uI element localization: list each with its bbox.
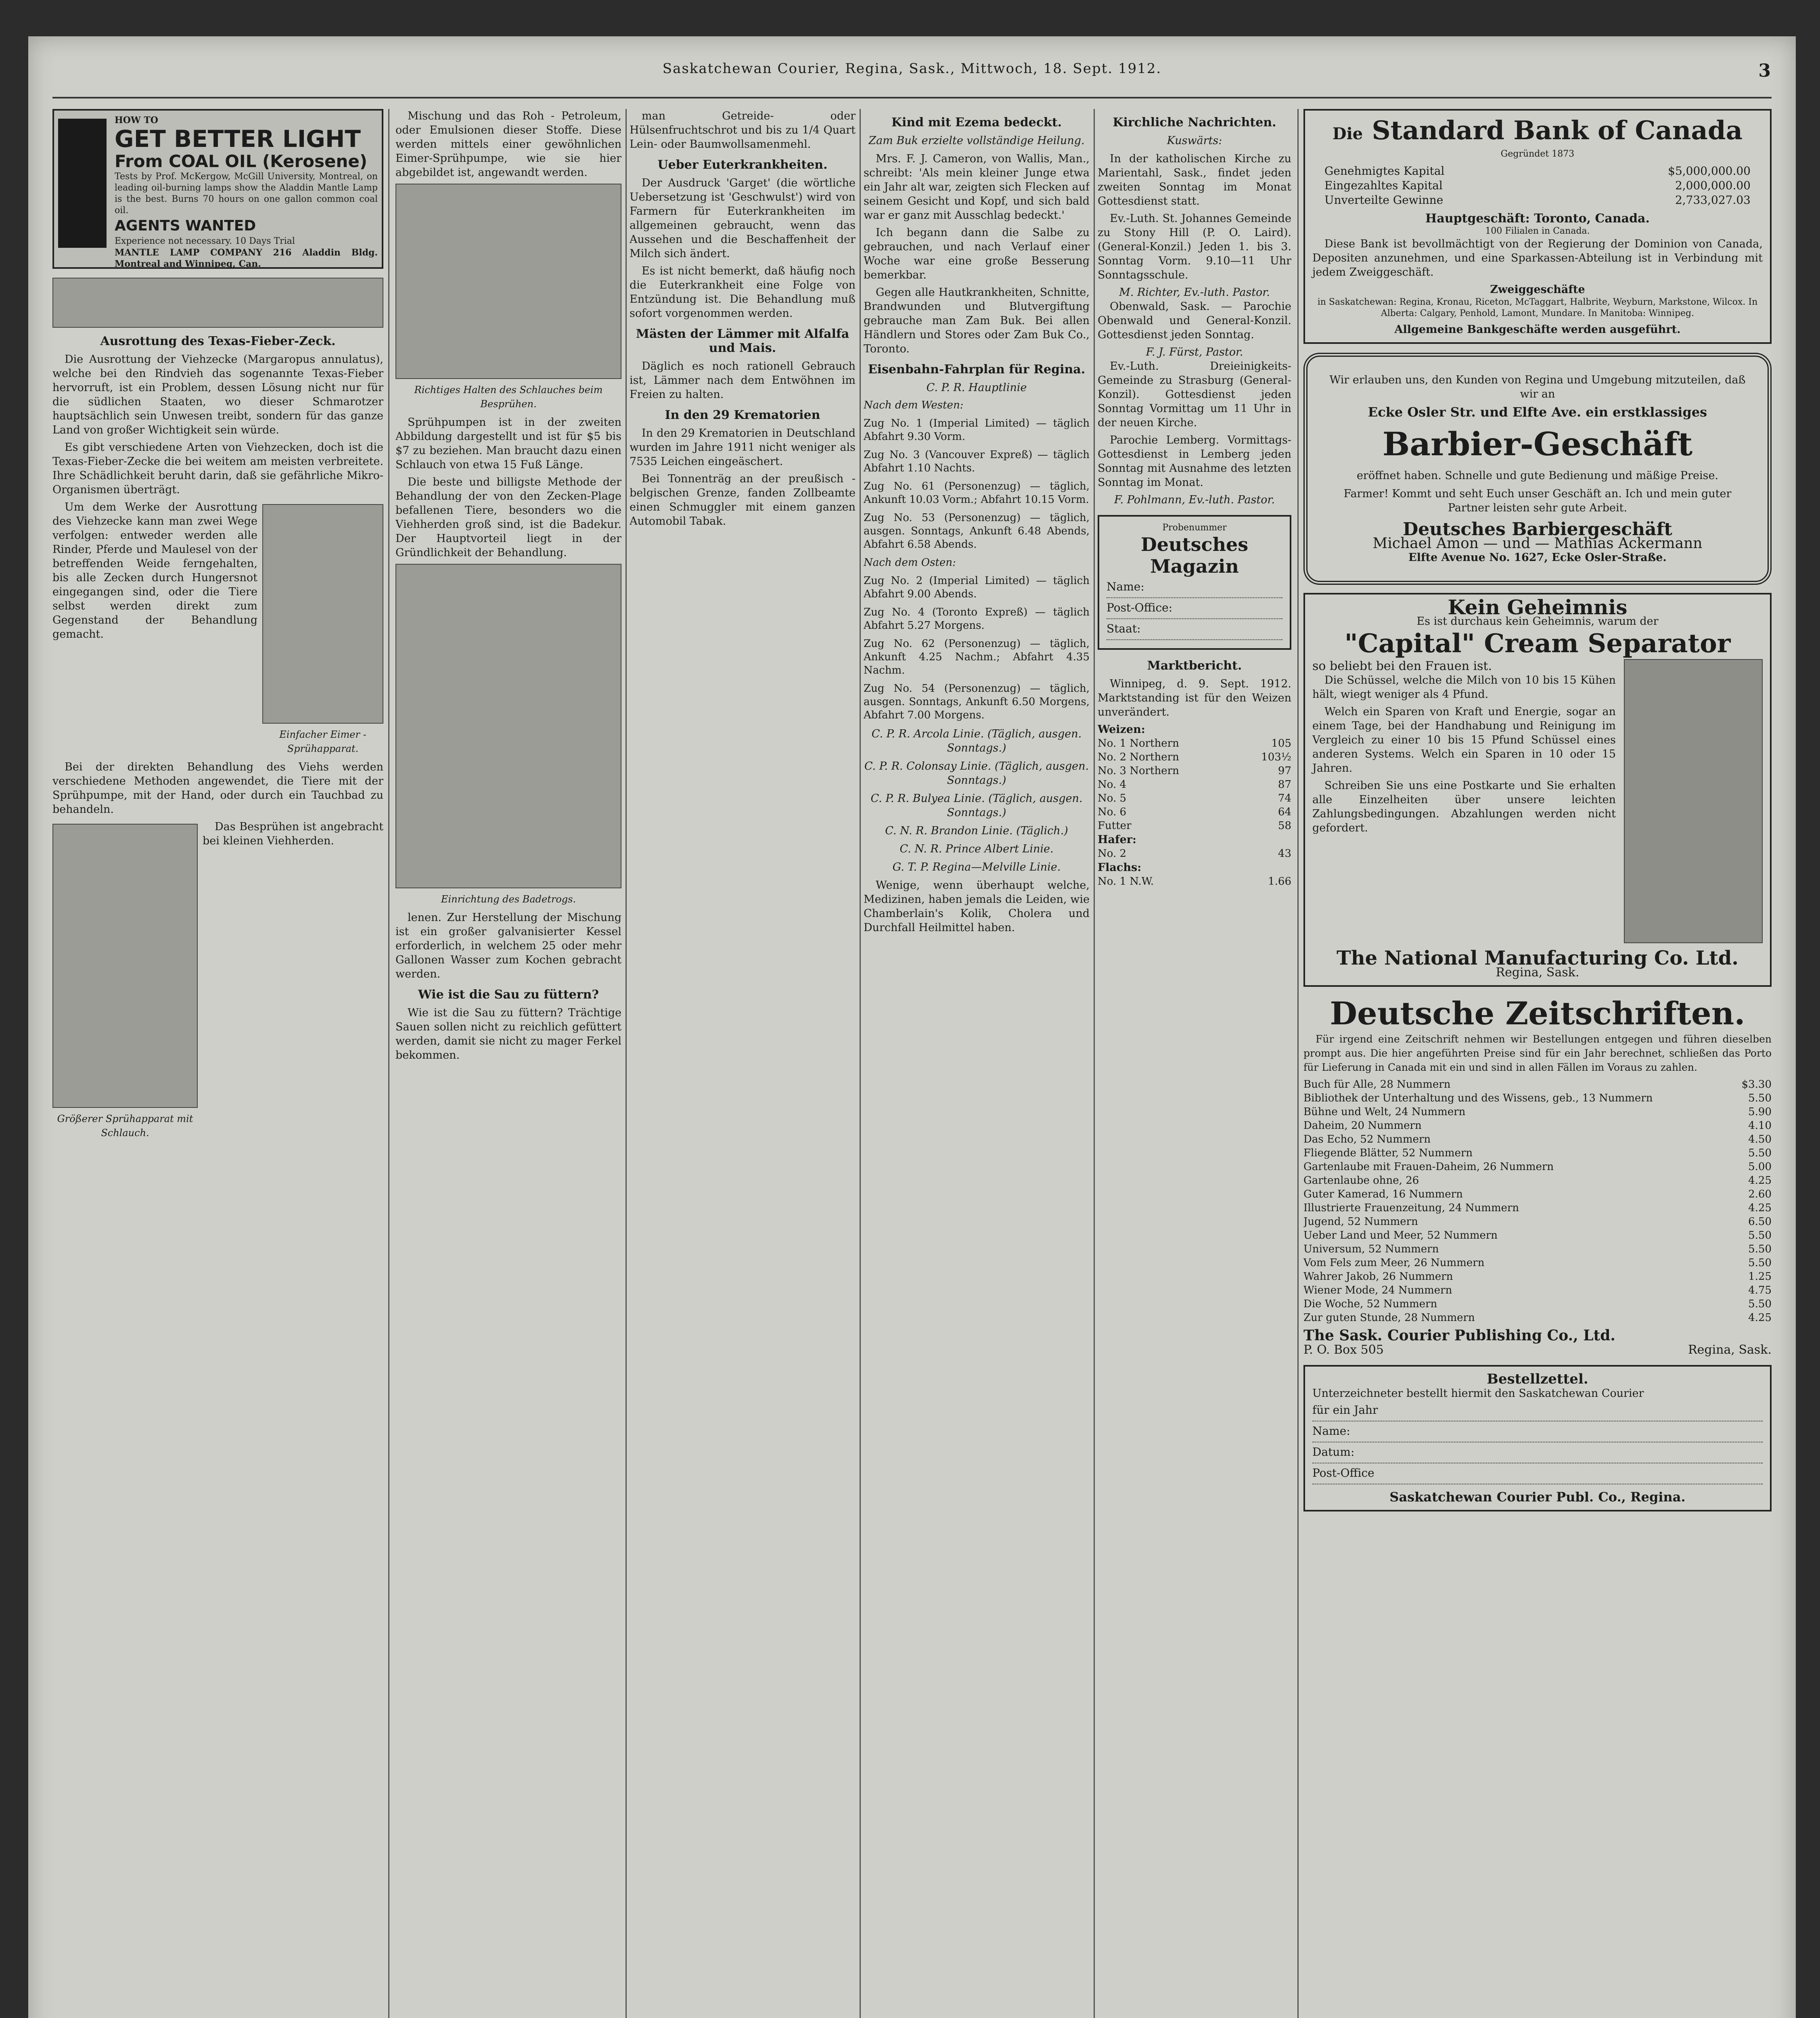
cow-spraying-illustration — [395, 184, 621, 379]
grain-row-label: Futter — [1098, 820, 1132, 832]
grain-row-value: 43 — [1278, 848, 1291, 860]
article-paragraph: Es ist nicht bemerkt, daß häufig noch die Euterkrankheit eine Folge von Entzündung ist. Die Behandlung muß sofort vorgenommen werden. — [630, 265, 856, 320]
lamp-advertisement — [52, 109, 383, 269]
market-paragraph: Winnipeg, d. 9. Sept. 1912. Marktstanding ist für den Weizen unverändert. — [1098, 678, 1291, 718]
separator-paragraph: Welch ein Sparen von Kraft und Energie, sogar an einem Tage, bei der Handhabung und Reinigung im Vergleich zu einer 10 bis 15 Pfund Schüssel eines anderen Systems. Welch ein Sparen in 10 oder 15 Jahren. — [1312, 705, 1616, 775]
periodical-row-value: $3.30 — [1741, 1078, 1772, 1091]
periodical-row-label: Die Woche, 52 Nummern — [1303, 1298, 1437, 1310]
periodical-row-label: Ueber Land und Meer, 52 Nummern — [1303, 1229, 1498, 1241]
coupon-field[interactable]: Staat: — [1107, 622, 1282, 640]
lamp-illustration — [58, 119, 107, 248]
farmer-sprayer-illustration — [262, 504, 383, 724]
timetable-subtitle: C. P. R. Hauptlinie — [926, 381, 1027, 394]
article-paragraph: Die Ausrottung der Viehzecke (Margaropus annulatus), welche bei den Rindvieh das sogenannte Texas-Fieber hervorruft, ist ein Problem, dessen Lösung nicht nur für die südlichen Staaten, wo dieser Schmarotzer hauptsächlich sein Unwesen treibt, sondern für das ganze Land von großer Wichtigkeit sein würde. — [52, 353, 383, 436]
order-field-name[interactable]: Name: — [1312, 1424, 1763, 1442]
separator-tagline: so beliebt bei den Frauen ist. — [1312, 659, 1492, 673]
figure-caption: Richtiges Halten des Schlauches beim Besprühen. — [414, 384, 603, 410]
column-3 — [630, 109, 856, 2018]
column-1 — [52, 109, 383, 2018]
barber-owners: Michael Amon — und — Mathias Ackermann — [1372, 535, 1703, 552]
periodical-row-value: 4.10 — [1748, 1120, 1772, 1132]
barber-address: Ecke Osler Str. und Elfte Ave. ein erstklassiges — [1368, 404, 1707, 420]
masthead-text: Saskatchewan Courier, Regina, Sask., Mittwoch, 18. Sept. 1912. — [662, 61, 1162, 77]
bank-row-label: Eingezahltes Kapital — [1324, 179, 1443, 192]
ad-headline: GET BETTER LIGHT — [115, 125, 361, 153]
publisher-line — [1303, 1329, 1772, 1343]
grain-row — [1098, 805, 1291, 819]
periodicals-advertisement — [1303, 996, 1772, 1357]
periodical-row — [1303, 1215, 1772, 1229]
coupon-label: Probenummer — [1162, 523, 1227, 533]
column-6 — [1303, 109, 1772, 2018]
grain-label: Flachs: — [1098, 861, 1142, 874]
oats-price-list — [1098, 847, 1291, 860]
periodical-row-label: Illustrierte Frauenzeitung, 24 Nummern — [1303, 1202, 1519, 1214]
periodical-row — [1303, 1105, 1772, 1119]
column-divider — [860, 109, 861, 2018]
periodical-row-value: 4.25 — [1748, 1174, 1772, 1187]
bank-founded: Gegründet 1873 — [1500, 149, 1575, 159]
bank-row-value: $5,000,000.00 — [1668, 164, 1751, 178]
periodical-row-label: Bibliothek der Unterhaltung und des Wissens, geb., 13 Nummern — [1303, 1092, 1653, 1104]
grain-row-value: 105 — [1271, 737, 1291, 749]
article-paragraph: Ich begann dann die Salbe zu gebrauchen, und nach Verlauf einer Woche war eine große Besserung bemerkbar. — [864, 226, 1090, 281]
grain-row-value: 1.66 — [1268, 875, 1291, 888]
bank-row — [1324, 193, 1751, 207]
grain-row-value: 97 — [1278, 765, 1291, 777]
order-field-post-office[interactable]: Post-Office — [1312, 1466, 1763, 1484]
article-paragraph: In den 29 Krematorien in Deutschland wurden im Jahre 1911 nicht weniger als 7535 Leichen eingeäschert. — [630, 427, 856, 468]
separator-paragraph: Die Schüssel, welche die Milch von 10 bis 15 Kühen hält, wiegt weniger als 4 Pfund. — [1312, 674, 1616, 701]
figure-caption: Größerer Sprühapparat mit Schlauch. — [57, 1113, 193, 1139]
periodical-row — [1303, 1270, 1772, 1283]
bank-prefix: Die — [1332, 124, 1363, 143]
column-divider — [625, 109, 627, 2018]
article-title: Ausrottung des Texas-Fieber-Zeck. — [100, 334, 336, 348]
grain-row — [1098, 737, 1291, 750]
article-paragraph: Bei Tonnenträg an der preußisch - belgischen Grenze, fanden Zollbeamte einen Schmuggler mit einem ganzen Automobil Tabak. — [630, 473, 856, 528]
newspaper-page — [28, 36, 1796, 2018]
bank-branch-list: in Saskatchewan: Regina, Kronau, Riceton, McTaggart, Halbrite, Weyburn, Markstone, Wilcox. In Alberta: Calgary, Penhold, Lamont, Mundare. In Manitoba: Winnipeg. — [1317, 297, 1758, 318]
periodical-row-value: 5.50 — [1748, 1298, 1772, 1310]
article-paragraph: Der Ausdruck 'Garget' (die wörtliche Uebersetzung ist 'Geschwulst') wird von Farmern für Euterkrankheiten im allgemeinen gebraucht, wenn das Aussehen und die Beschaffenheit der Milch sich ändert. — [630, 177, 856, 260]
church-paragraph: Ev.-Luth. St. Johannes Gemeinde zu Stony Hill (P. O. Laird). (General-Konzil.) Jeden 1. bis 3. Sonntag Vorm. 9.10—11 Uhr Sonntagsschule. — [1098, 212, 1291, 281]
train-entry: Zug No. 1 (Imperial Limited) — täglich Abfahrt 9.30 Vorm. — [864, 417, 1090, 443]
train-entry: Zug No. 2 (Imperial Limited) — täglich Abfahrt 9.00 Abends. — [864, 575, 1090, 600]
article-paragraph: Mischung und das Roh - Petroleum, oder Emulsionen dieser Stoffe. Diese werden mittels einer gewöhnlichen Eimer-Sprühpumpe, wie sie hier abgebildet ist, angewandt werden. — [395, 110, 621, 179]
periodical-row — [1303, 1174, 1772, 1187]
branch-line: C. P. R. Arcola Linie. (Täglich, ausgen. Sonntags.) — [871, 728, 1082, 754]
order-form — [1303, 1365, 1772, 1511]
grain-row-label: No. 1 N.W. — [1098, 875, 1154, 888]
article-paragraph: Das Besprühen ist angebracht bei kleinen Viehherden. — [203, 821, 383, 847]
barber-shop-name: Deutsches Barbiergeschäft — [1403, 519, 1672, 540]
order-title: Bestellzettel. — [1487, 1371, 1588, 1387]
barber-title: Barbier-Geschäft — [1382, 425, 1693, 463]
column-divider — [388, 109, 389, 2018]
periodical-row-label: Jugend, 52 Nummern — [1303, 1216, 1418, 1228]
bank-capital-table — [1312, 160, 1763, 211]
bank-name: Standard Bank of Canada — [1372, 115, 1743, 146]
church-news-subtitle: Kuswärts: — [1167, 134, 1222, 147]
periodical-row-value: 4.75 — [1748, 1284, 1772, 1296]
periodical-row — [1303, 1201, 1772, 1215]
periodical-row-value: 4.25 — [1748, 1202, 1772, 1214]
periodical-row-label: Daheim, 20 Nummern — [1303, 1120, 1422, 1132]
periodical-row-value: 5.50 — [1748, 1147, 1772, 1159]
ad-agents-note: Experience not necessary. 10 Days Trial — [115, 236, 295, 246]
barber-text: Farmer! Kommt und seht Euch unser Geschäft an. Ich und mein guter Partner leisten sehr gute Arbeit. — [1343, 488, 1732, 514]
pastor-signature: F. J. Fürst, Pastor. — [1146, 346, 1243, 358]
dipping-vat-illustration — [395, 564, 621, 888]
ad-body: Tests by Prof. McKergow, McGill University, Montreal, on leading oil-burning lamps show the Aladdin Mantle Lamp is the best. Burns 70 hours on one gallon common coal oil. — [115, 172, 378, 216]
periodicals-intro: Für irgend eine Zeitschrift nehmen wir Bestellungen entgegen und führen dieselben prompt aus. Die hier angeführten Preise sind für ein Jahr berechnet, schließen das Porto für Lieferung in Canada mit ein und sind in allen Fällen im Voraus zu zahlen. — [1303, 1033, 1772, 1073]
grain-row-value: 74 — [1278, 792, 1291, 804]
periodical-row — [1303, 1187, 1772, 1201]
grain-row — [1098, 778, 1291, 791]
grain-row-label: No. 5 — [1098, 792, 1127, 804]
church-paragraph: In der katholischen Kirche zu Marientahl, Sask., findet jeden zweiten Sonntag im Monat Gottesdienst statt. — [1098, 153, 1291, 207]
grain-row-value: 58 — [1278, 820, 1291, 832]
figure-caption: Einfacher Eimer - Sprühapparat. — [279, 729, 366, 754]
column-5 — [1098, 109, 1291, 2018]
pastor-signature: F. Pohlmann, Ev.-luth. Pastor. — [1114, 494, 1275, 506]
publisher-box: P. O. Box 505 — [1303, 1343, 1384, 1357]
church-paragraph: Parochie Lemberg. Vormittags-Gottesdienst in Lemberg jeden Sonntag mit Ausnahme des letzten Sonntag im Monat. — [1098, 434, 1291, 489]
pastor-signature: M. Richter, Ev.-luth. Pastor. — [1119, 286, 1270, 299]
ad-how-to: HOW TO — [115, 115, 158, 126]
grain-row-label: No. 1 Northern — [1098, 737, 1179, 749]
figure-caption: Einrichtung des Badetrogs. — [441, 894, 576, 905]
periodicals-title: Deutsche Zeitschriften. — [1330, 995, 1745, 1032]
periodical-row — [1303, 1160, 1772, 1174]
bank-row-value: 2,000,000.00 — [1675, 179, 1751, 192]
periodical-row — [1303, 1133, 1772, 1146]
train-entry: Zug No. 4 (Toronto Expreß) — täglich Abfahrt 5.27 Morgens. — [864, 606, 1090, 632]
section-title: Mästen der Lämmer mit Alfalfa und Mais. — [636, 327, 849, 355]
grain-label: Weizen: — [1098, 723, 1145, 736]
order-field-date[interactable]: Datum: — [1312, 1445, 1763, 1463]
periodical-row — [1303, 1242, 1772, 1256]
periodical-row — [1303, 1229, 1772, 1242]
wheat-price-list — [1098, 737, 1291, 833]
bank-row — [1324, 178, 1751, 193]
article-paragraph: lenen. Zur Herstellung der Mischung ist ein großer galvanisierter Kessel erforderlich, in welchem 25 oder mehr Gallonen Wasser zum Kochen gebracht werden. — [395, 911, 621, 980]
periodical-row-value: 4.25 — [1748, 1312, 1772, 1324]
order-footer: Saskatchewan Courier Publ. Co., Regina. — [1389, 1489, 1686, 1505]
coupon-field[interactable]: Name: — [1107, 580, 1282, 598]
periodical-row-label: Universum, 52 Nummern — [1303, 1243, 1439, 1255]
grain-row-label: No. 2 — [1098, 848, 1127, 860]
ad-company: MANTLE LAMP COMPANY 216 Aladdin Bldg. Montreal and Winnipeg, Can. — [115, 247, 378, 269]
order-line: Unterzeichneter bestellt hiermit den Saskatchewan Courier — [1312, 1387, 1644, 1400]
periodical-row-label: Gartenlaube mit Frauen-Daheim, 26 Nummern — [1303, 1161, 1554, 1173]
periodical-row-value: 1.25 — [1748, 1271, 1772, 1283]
publisher-city: Regina, Sask. — [1688, 1343, 1772, 1357]
direction-label: Nach dem Westen: — [864, 399, 964, 411]
periodical-row-label: Bühne und Welt, 24 Nummern — [1303, 1106, 1466, 1118]
article-paragraph: Die beste und billigste Methode der Behandlung der von den Zecken-Plage befallenen Tiere, besonders wo die Viehherden groß sind, ist die Badekur. Der Hauptvorteil liegt in der Gründlichkeit der Behandlung. — [395, 476, 621, 559]
periodical-row — [1303, 1146, 1772, 1160]
barber-intro: Wir erlauben uns, den Kunden von Regina und Umgebung mitzuteilen, daß wir an — [1329, 374, 1746, 400]
article-paragraph: Um dem Werke der Ausrottung des Viehzecke kann man zwei Wege verfolgen: entweder werden alle Rinder, Pferde und Maulesel von der betreffenden Weide ferngehalten, bis alle Zecken durch Hungersnot eingegangen sind, oder die Tiere selbst werden direkt zum Gegenstand der Behandlung gemacht. — [52, 501, 257, 641]
article-paragraph: Wie ist die Sau zu füttern? Trächtige Sauen sollen nicht zu reichlich gefüttert werden, damit sie nicht zu mager Ferkel bekommen. — [395, 1007, 621, 1061]
publisher-address — [1303, 1343, 1772, 1357]
section-title: In den 29 Krematorien — [665, 408, 820, 422]
header-vignette — [52, 278, 383, 328]
periodical-row — [1303, 1078, 1772, 1091]
separator-paragraph: Schreiben Sie uns eine Postkarte und Sie erhalten alle Einzelheiten über unsere leichten Zahlungsbedingungen. Abzahlungen werden nicht gefordert. — [1312, 779, 1616, 834]
article-paragraph: Sprühpumpen ist in der zweiten Abbildung dargestellt und ist für $5 bis $7 zu beziehen. Man braucht dazu einen Schlauch von etwa 15 Fuß Länge. — [395, 416, 621, 471]
bank-hq: Hauptgeschäft: Toronto, Canada. — [1425, 211, 1650, 226]
bank-row-label: Genehmigtes Kapital — [1324, 164, 1445, 178]
grain-row-label: No. 2 Northern — [1098, 751, 1179, 763]
separator-illustration — [1624, 659, 1763, 943]
periodical-row-value: 5.50 — [1748, 1243, 1772, 1255]
branch-line: C. P. R. Bulyea Linie. (Täglich, ausgen. Sonntags.) — [870, 792, 1083, 819]
magazine-coupon — [1098, 515, 1291, 650]
article-paragraph: Es gibt verschiedene Arten von Viehzecken, doch ist die Texas-Fieber-Zecke die bei weitem am meisten verbreitete. Ihre Schädlichkeit beruht darin, daß sie gefährliche Mikro-Organismen überträgt. — [52, 441, 383, 496]
page-number: 3 — [1758, 61, 1772, 81]
magazine-name: Deutsches Magazin — [1140, 534, 1249, 577]
flax-price-list — [1098, 875, 1291, 888]
train-entry: Zug No. 62 (Personenzug) — täglich, Ankunft 4.25 Nachm.; Abfahrt 4.35 Nachm. — [864, 638, 1090, 676]
periodical-row-value: 5.50 — [1748, 1229, 1772, 1241]
separator-advertisement — [1303, 593, 1772, 987]
periodical-row-label: Vom Fels zum Meer, 26 Nummern — [1303, 1257, 1485, 1269]
train-entry: Zug No. 54 (Personenzug) — täglich, ausgen. Sonntags, Ankunft 6.50 Morgens, Abfahrt 7.00 Morgens. — [864, 682, 1090, 721]
section-title: Ueber Euterkrankheiten. — [657, 158, 828, 172]
column-4 — [864, 109, 1090, 2018]
column-2 — [395, 109, 621, 2018]
barber-address-2: Elfte Avenue No. 1627, Ecke Osler-Straße. — [1408, 551, 1667, 564]
header-rule — [52, 97, 1772, 98]
periodical-row-value: 2.60 — [1748, 1188, 1772, 1200]
bank-branch-title: Zweiggeschäfte — [1490, 283, 1585, 296]
article-title: Kind mit Ezema bedeckt. — [891, 115, 1062, 130]
church-news-title: Kirchliche Nachrichten. — [1113, 115, 1276, 130]
periodical-row — [1303, 1311, 1772, 1325]
article-paragraph: Gegen alle Hautkrankheiten, Schnitte, Brandwunden und Blutvergiftung gebrauche man Zam Buk. Bei allen Händlern und Stores oder Zam Buk Co., Toronto. — [864, 286, 1090, 355]
periodical-row-value: 4.50 — [1748, 1133, 1772, 1145]
periodical-row-value: 5.50 — [1748, 1257, 1772, 1269]
article-paragraph: Däglich es noch rationell Gebrauch ist, Lämmer nach dem Entwöhnen im Freien zu halten. — [630, 360, 856, 401]
separator-product: "Capital" Cream Separator — [1344, 628, 1731, 659]
bank-row — [1324, 164, 1751, 178]
periodical-row — [1303, 1297, 1772, 1311]
periodical-row-label: Wahrer Jakob, 26 Nummern — [1303, 1271, 1453, 1283]
market-title: Marktbericht. — [1147, 659, 1242, 673]
direction-label: Nach dem Osten: — [864, 557, 956, 569]
bank-advertisement — [1303, 109, 1772, 344]
periodical-row-label: Guter Kamerad, 16 Nummern — [1303, 1188, 1463, 1200]
article-paragraph: Bei der direkten Behandlung des Viehs werden verschiedene Methoden angewendet, die Tiere mit der Sprühpumpe, mit der Hand, oder durch ein Tauchbad zu behandeln. — [52, 761, 383, 816]
periodical-row — [1303, 1091, 1772, 1105]
order-field-year[interactable]: für ein Jahr — [1312, 1403, 1763, 1421]
periodical-row-label: Gartenlaube ohne, 26 — [1303, 1174, 1419, 1187]
branch-line: C. N. R. Prince Albert Linie. — [900, 843, 1054, 855]
periodical-row — [1303, 1283, 1772, 1297]
periodical-row — [1303, 1119, 1772, 1133]
separator-intro: Es ist durchaus kein Geheimnis, warum der — [1416, 615, 1659, 628]
grain-row — [1098, 791, 1291, 805]
pump-bucket-illustration — [52, 824, 198, 1108]
grain-row — [1098, 875, 1291, 888]
grain-label: Hafer: — [1098, 833, 1136, 846]
bank-footer: Allgemeine Bankgeschäfte werden ausgeführt. — [1394, 323, 1681, 336]
train-entry: Zug No. 61 (Personenzug) — täglich, Ankunft 10.03 Vorm.; Abfahrt 10.15 Vorm. — [864, 480, 1090, 506]
train-entry: Zug No. 53 (Personenzug) — täglich, ausgen. Sonntags, Ankunft 6.48 Abends, Abfahrt 6.58 Abends. — [864, 512, 1090, 551]
grain-row — [1098, 764, 1291, 778]
bank-row-value: 2,733,027.03 — [1675, 193, 1751, 207]
masthead — [28, 61, 1796, 89]
ad-subhead: From COAL OIL (Kerosene) — [115, 151, 368, 171]
column-divider — [1297, 109, 1299, 2018]
grain-row-label: No. 6 — [1098, 806, 1127, 818]
grain-row-label: No. 4 — [1098, 779, 1127, 791]
article-paragraph: Wenige, wenn überhaupt welche, Medizinen, haben jemals die Leiden, wie Chamberlain's Kolik, Cholera und Durchfall Heilmittel haben. — [864, 879, 1090, 934]
branch-line: C. P. R. Colonsay Linie. (Täglich, ausgen. Sonntags.) — [864, 760, 1089, 787]
periodical-row-label: Buch für Alle, 28 Nummern — [1303, 1078, 1451, 1091]
article-paragraph: Mrs. F. J. Cameron, von Wallis, Man., schreibt: 'Als mein kleiner Junge etwa ein Jahr alt war, zeigten sich Flecken auf seinem Gesicht und Kopf, und sich bald war er ganz mit Ausschlag bedeckt.' — [864, 153, 1090, 222]
grain-row-value: 64 — [1278, 806, 1291, 818]
branch-line: G. T. P. Regina—Melville Linie. — [892, 861, 1061, 873]
article-subtitle: Zam Buk erzielte vollständige Heilung. — [868, 134, 1085, 147]
periodical-row-label: Zur guten Stunde, 28 Nummern — [1303, 1312, 1475, 1324]
bank-row-label: Unverteilte Gewinne — [1324, 193, 1443, 207]
separator-maker: The National Manufacturing Co. Ltd. — [1337, 947, 1738, 969]
barber-text: eröffnet haben. Schnelle und gute Bedienung und mäßige Preise. — [1356, 469, 1719, 482]
coupon-field[interactable]: Post-Office: — [1107, 601, 1282, 619]
church-paragraph: Obenwald, Sask. — Parochie Obenwald und General-Konzil. Gottesdienst jeden Sonntag. — [1098, 300, 1291, 341]
bank-description: Diese Bank ist bevollmächtigt von der Regierung der Dominion von Canada, Depositen anzunehmen, und eine Sparkassen-Abteilung ist in Verbindung mit jedem Zweiggeschäft. — [1312, 238, 1763, 278]
periodical-row-label: Das Echo, 52 Nummern — [1303, 1133, 1431, 1145]
branch-line: C. N. R. Brandon Linie. (Täglich.) — [885, 825, 1068, 837]
periodical-row-value: 5.90 — [1748, 1106, 1772, 1118]
periodical-row-label: Fliegende Blätter, 52 Nummern — [1303, 1147, 1473, 1159]
barber-advertisement — [1303, 353, 1772, 585]
grain-row — [1098, 750, 1291, 764]
grain-row-value: 87 — [1278, 779, 1291, 791]
grain-row-label: No. 3 Northern — [1098, 765, 1179, 777]
grain-row — [1098, 819, 1291, 833]
periodical-row-value: 5.50 — [1748, 1092, 1772, 1104]
grain-row-value: 103½ — [1261, 751, 1291, 763]
bank-branch-count: 100 Filialen in Canada. — [1485, 226, 1590, 236]
train-entry: Zug No. 3 (Vancouver Expreß) — täglich Abfahrt 1.10 Nachts. — [864, 449, 1090, 474]
section-title: Wie ist die Sau zu füttern? — [418, 988, 599, 1002]
periodicals-price-list — [1303, 1078, 1772, 1325]
periodical-row-label: Wiener Mode, 24 Nummern — [1303, 1284, 1452, 1296]
separator-title: Kein Geheimnis — [1448, 595, 1628, 619]
separator-city: Regina, Sask. — [1496, 965, 1579, 980]
periodical-row-value: 6.50 — [1748, 1216, 1772, 1228]
timetable-title: Eisenbahn-Fahrplan für Regina. — [868, 362, 1086, 377]
church-paragraph: Ev.-Luth. Dreieinigkeits-Gemeinde zu Strasburg (General-Konzil). Gottesdienst jeden Sonntag Vormittag um 11 Uhr in der neuen Kirche. — [1098, 360, 1291, 429]
publisher-name: The Sask. Courier Publishing Co., Ltd. — [1303, 1327, 1615, 1344]
column-divider — [1094, 109, 1095, 2018]
periodical-row — [1303, 1256, 1772, 1270]
grain-row — [1098, 847, 1291, 860]
article-paragraph: man Getreide- oder Hülsenfruchtschrot und bis zu 1/4 Quart Lein- oder Baumwollsamenmehl. — [630, 110, 856, 151]
ad-agents: AGENTS WANTED — [115, 218, 256, 234]
periodical-row-value: 5.00 — [1748, 1161, 1772, 1173]
